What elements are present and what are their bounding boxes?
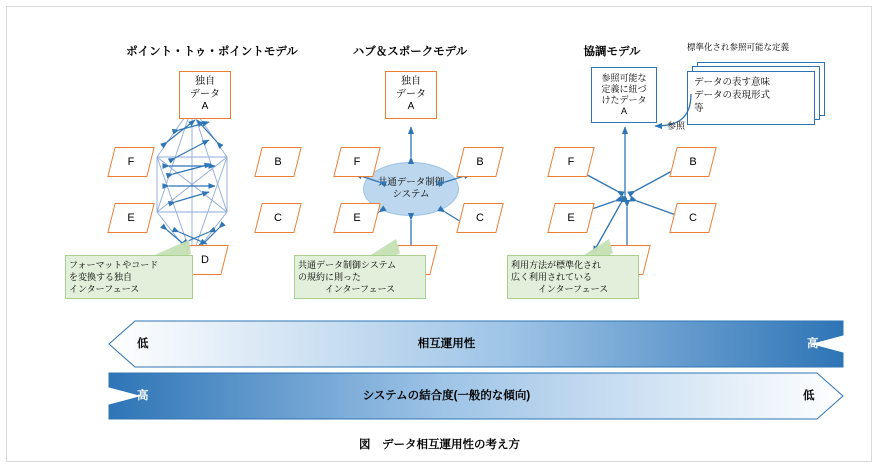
model2-node-b-label: B [476,156,484,168]
model3-callout-line2: 広く利用されている [511,271,593,282]
model3-node-c [673,203,713,233]
model1-node-f [111,147,151,177]
band1-left-label: 低 [137,338,149,350]
model3-top-node-line2: 定義に紐づ [601,83,647,94]
band1-center-label: 相互運用性 [417,338,476,350]
model1-callout-line3: インターフェース [69,284,140,295]
model2-node-f-label: F [353,156,361,168]
figure-frame [6,6,872,462]
model3-reference-label: 参照 [667,121,686,131]
model3-top-node-line4: A [620,106,627,117]
model3-callout-line3: インターフェース [537,284,609,295]
model3-top-node-line3: けたデータ [601,95,647,105]
model3-node-e-label: E [567,212,575,224]
model1-node-b-label: B [274,156,282,168]
model2-top-node-line1: 独自 [401,76,421,88]
model2-node-c [460,203,500,233]
band1-right-label: 高 [807,338,819,350]
figure-caption: 図 データ相互運用性の考え方 [359,439,520,451]
model1-top-node-line1: 独自 [195,76,215,88]
model2-node-f [337,147,377,177]
column-title-point-to-point: ポイント・トゥ・ポイントモデル [126,46,298,58]
column-title-collaborative: 協調モデル [583,46,641,58]
model1-node-b [258,147,298,177]
model3-node-e [551,203,591,233]
model3-top-node-line1: 参照可能な [601,72,647,83]
model2-callout-line2: の規約に則った [298,271,362,282]
model2-callout [294,255,426,299]
model3-node-b-label: B [689,156,697,168]
model1-top-node [179,71,231,119]
model2-hub-line1: 共通データ制御 [377,176,445,188]
model1-callout-line1: フォーマットやコード [69,259,159,270]
model1-node-e-label: E [127,212,135,224]
model3-node-c-label: C [689,212,697,224]
definition-card-line1: データの表す意味 [694,77,771,88]
model1-node-c-label: C [274,212,282,224]
model2-hub-line2: システム [392,189,430,200]
model1-top-node-line3: A [201,101,209,113]
model3-callout [507,255,639,299]
model1-callout [65,255,193,299]
model3-node-f [551,147,591,177]
model3-node-b [673,147,713,177]
model2-node-b [460,147,500,177]
model1-node-f-label: F [127,156,135,168]
model2-callout-line3: インターフェース [324,284,396,295]
model2-node-e-label: E [353,212,361,224]
definition-stack-header: 標準化され参照可能な定義 [687,42,790,52]
model1-top-node-line2: データ [190,88,220,100]
band2-right-label: 低 [803,390,815,402]
model1-node-c [258,203,298,233]
model2-top-node-line2: データ [396,88,426,100]
model2-node-c-label: C [476,212,484,224]
model2-top-node-line3: A [407,101,415,113]
model1-node-d-label: D [201,254,209,266]
model3-node-f-label: F [567,156,575,168]
column-title-hub-and-spoke: ハブ＆スポークモデル [352,46,468,58]
model1-node-e [111,203,151,233]
model2-node-e [337,203,377,233]
definition-card-line3: 等 [694,102,704,114]
definition-card-line2: データの表現形式 [694,89,771,101]
model1-callout-line2: を変換する独自 [69,271,133,282]
band2-left-label: 高 [137,390,149,402]
model3-callout-line1: 利用方法が標準化され [511,259,602,270]
model2-callout-line1: 共通データ制御システム [298,259,397,270]
band2-center-label: システムの結合度(一般的な傾向) [362,390,531,402]
